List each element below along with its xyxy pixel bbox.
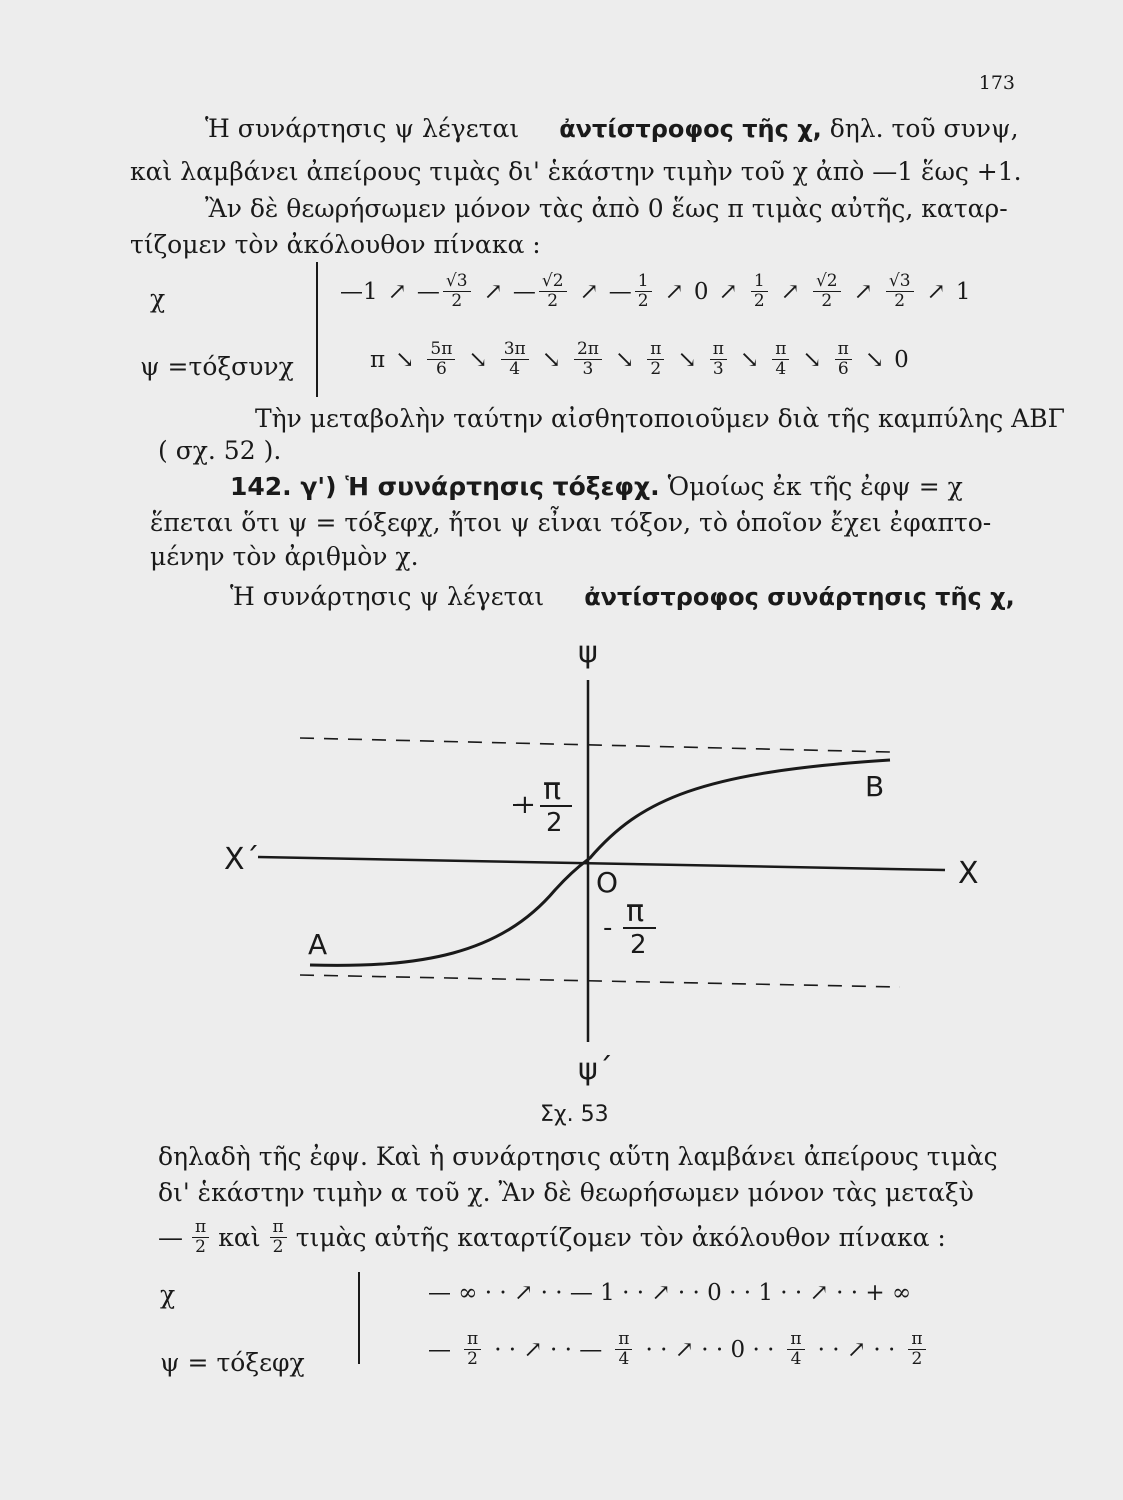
section-line3: μένην τὸν ἀριθμὸν χ. bbox=[150, 542, 419, 571]
figure-caption: Σχ. 53 bbox=[540, 1102, 609, 1127]
para2-line1: Τὴν μεταβολὴν ταύτην αἰσθητοποιοῦμεν διὰ τῆς καμπύλης ΑΒΓ bbox=[255, 404, 1065, 433]
section-line4-text: Ἡ συνάρτησις ψ λέγεται bbox=[230, 582, 545, 611]
table2-psi-text: · · ↗ · · 0 · · bbox=[645, 1336, 775, 1363]
frac-den: 4 bbox=[775, 359, 787, 379]
para1-text-b: δηλ. τοῦ συνψ, bbox=[829, 114, 1019, 143]
psi-top-label: ψ bbox=[578, 635, 598, 670]
section-line1-rest: Ὁμοίως ἐκ τῆς ἐφψ = χ bbox=[667, 472, 963, 501]
frac-den: 2 bbox=[911, 1349, 923, 1369]
frac-num: π bbox=[835, 340, 852, 360]
table2-psi-cell bbox=[494, 1337, 602, 1363]
frac-den: 6 bbox=[435, 359, 447, 379]
frac-den: 2 bbox=[637, 291, 649, 311]
table2-psi-cell bbox=[905, 1330, 928, 1369]
table1-x-text: ↗ bbox=[853, 278, 873, 305]
para3-minus: — bbox=[158, 1222, 183, 1252]
frac-num: 5π bbox=[427, 340, 455, 360]
section-heading: 142. γ') Ἡ συνάρτησις τόξεφχ. bbox=[230, 472, 660, 501]
frac-num: 1 bbox=[751, 272, 768, 292]
table2-psi-cell bbox=[784, 1330, 807, 1369]
upper-asymptote bbox=[300, 738, 890, 752]
neg-two-denominator: 2 bbox=[630, 930, 647, 960]
x-label: X bbox=[958, 856, 979, 891]
frac-den: 2 bbox=[894, 291, 906, 311]
table1-x-text: 1 bbox=[955, 278, 971, 305]
table1-x-text: ↗ bbox=[387, 278, 407, 305]
frac-den: 4 bbox=[618, 1349, 630, 1369]
frac-den: 2 bbox=[195, 1237, 206, 1257]
page-number: 173 bbox=[978, 72, 1015, 94]
table2-psi-cell bbox=[818, 1337, 896, 1363]
table2-brace bbox=[358, 1272, 360, 1364]
table2-x-label: χ bbox=[160, 1280, 176, 1309]
table1-psi-label: ψ =τόξσυνχ bbox=[140, 352, 294, 381]
section-bold-term: ἀντίστροφος συνάρτησις τῆς χ, bbox=[584, 583, 1015, 611]
table1-psi-text: ↘ bbox=[864, 346, 885, 373]
frac-num: π bbox=[647, 340, 664, 360]
table1-psi-text: ↘ bbox=[468, 346, 488, 373]
para3-line2: δι' ἑκάστην τιμὴν α τοῦ χ. Ἂν δὲ θεωρήσωμεν μόνον τὰς μεταξὺ bbox=[158, 1178, 974, 1207]
table1-x-text: ↗ bbox=[780, 278, 800, 305]
para3-frac-1 bbox=[192, 1218, 209, 1257]
para1-line2: καὶ λαμβάνει ἀπείρους τιμὰς δι' ἑκάστην τιμὴν τοῦ χ ἀπὸ —1 ἕως +1. bbox=[130, 157, 1022, 186]
table1-x-text: ↗ bbox=[926, 278, 946, 305]
table1-x-text: — bbox=[416, 278, 440, 305]
minus-sign: - bbox=[603, 913, 613, 943]
point-b-label: B bbox=[865, 770, 885, 803]
table2-x-text: — ∞ · · ↗ · · — 1 · · ↗ · · 0 · · 1 · · ↗ · · + ∞ bbox=[428, 1280, 912, 1306]
section-line2: ἕπεται ὅτι ψ = τόξεφχ, ἤτοι ψ εἶναι τόξον, τὸ ὁποῖον ἔχει ἐφαπτο- bbox=[150, 508, 992, 537]
para2-line2: ( σχ. 52 ). bbox=[158, 436, 282, 465]
table2-x-row bbox=[428, 1280, 911, 1306]
para3-line3 bbox=[158, 1218, 1038, 1257]
table1-psi-text: ↘ bbox=[614, 346, 635, 373]
table2-psi-row bbox=[428, 1330, 929, 1369]
frac-den: 2 bbox=[547, 291, 559, 311]
para1-bold-term: ἀντίστροφος τῆς χ, bbox=[559, 115, 822, 143]
frac-num: √3 bbox=[886, 272, 914, 292]
para3-kai: καὶ bbox=[218, 1222, 261, 1252]
table1-psi-text: ↘ bbox=[541, 346, 561, 373]
psi-bottom-label: ψ´ bbox=[578, 1052, 613, 1087]
plus-sign: + bbox=[514, 790, 536, 820]
frac-num: π bbox=[710, 340, 727, 360]
table2-psi-cell bbox=[428, 1337, 451, 1363]
table2-psi-cell bbox=[645, 1337, 774, 1363]
x-prime-label: X´ bbox=[224, 842, 260, 877]
frac-den: 2 bbox=[451, 291, 463, 311]
table1-x-text: ↗ bbox=[664, 278, 684, 305]
table2-x-cell bbox=[428, 1280, 911, 1306]
table2-psi-fraction bbox=[908, 1330, 925, 1369]
table2-psi-text: · · ↗ · · — bbox=[494, 1336, 603, 1363]
table1-x-text: — bbox=[512, 278, 536, 305]
neg-pi-numerator: π bbox=[626, 894, 645, 929]
table2-psi-fraction bbox=[615, 1330, 632, 1369]
table2-psi-label: ψ = τόξεφχ bbox=[160, 1348, 305, 1377]
frac-den: 4 bbox=[509, 359, 521, 379]
frac-num: √2 bbox=[813, 272, 841, 292]
frac-den: 2 bbox=[467, 1349, 478, 1369]
frac-den: 3 bbox=[582, 359, 594, 379]
frac-num: π bbox=[464, 1330, 481, 1350]
frac-den: 2 bbox=[650, 359, 662, 379]
frac-num: π bbox=[908, 1330, 925, 1350]
table1-psi-text: π bbox=[370, 346, 386, 373]
table1-x-text: ↗ bbox=[483, 278, 503, 305]
frac-num: √3 bbox=[443, 272, 471, 292]
table1-psi-text: ↘ bbox=[802, 346, 822, 373]
frac-num: π bbox=[772, 340, 789, 360]
table1-psi-text: 0 bbox=[894, 346, 909, 373]
frac-num: 1 bbox=[635, 272, 652, 292]
frac-num: 3π bbox=[501, 340, 529, 360]
pos-two-denominator: 2 bbox=[546, 808, 563, 838]
frac-num: √2 bbox=[539, 272, 567, 292]
para3-line1: δηλαδὴ τῆς ἐφψ. Καὶ ἡ συνάρτησις αὕτη λαμβάνει ἀπείρους τιμὰς bbox=[158, 1142, 998, 1171]
point-a-label: A bbox=[308, 928, 328, 961]
table2-psi-text: · · ↗ · · bbox=[817, 1336, 896, 1363]
table1-x-text: —1 bbox=[340, 278, 378, 305]
lower-asymptote bbox=[300, 975, 900, 987]
frac-num: 2π bbox=[574, 340, 602, 360]
table1-psi-text: ↘ bbox=[739, 346, 760, 373]
origin-label: O bbox=[596, 866, 619, 899]
para1-line4: τίζομεν τὸν ἀκόλουθον πίνακα : bbox=[130, 230, 541, 259]
frac-num: π bbox=[270, 1218, 287, 1238]
para1-text-a: Ἡ συνάρτησις ψ λέγεται bbox=[205, 114, 520, 143]
table1-x-text: — bbox=[608, 278, 632, 305]
table2-psi-text: — bbox=[428, 1336, 451, 1363]
table1-psi-text: ↘ bbox=[395, 346, 415, 373]
table1-x-text: ↗ bbox=[579, 278, 599, 305]
frac-num: π bbox=[192, 1218, 209, 1238]
frac-num: π bbox=[787, 1330, 804, 1350]
para3-rest: τιμὰς αὐτῆς καταρτίζομεν τὸν ἀκόλουθον πίνακα : bbox=[295, 1222, 946, 1252]
table1-x-text: ↗ bbox=[718, 278, 738, 305]
frac-den: 4 bbox=[790, 1349, 802, 1369]
frac-den: 3 bbox=[712, 359, 724, 379]
frac-den: 2 bbox=[272, 1237, 284, 1257]
para1-line3: Ἂν δὲ θεωρήσωμεν μόνον τὰς ἀπὸ 0 ἕως π τιμὰς αὐτῆς, καταρ- bbox=[205, 194, 1008, 223]
table2-psi-cell bbox=[461, 1330, 484, 1369]
para3-frac-2 bbox=[270, 1218, 287, 1257]
table2-psi-fraction bbox=[464, 1330, 481, 1369]
pos-pi-numerator: π bbox=[543, 772, 562, 807]
frac-den: 2 bbox=[753, 291, 765, 311]
frac-num: π bbox=[615, 1330, 632, 1350]
table1-x-text: 0 bbox=[693, 278, 709, 305]
frac-den: 6 bbox=[837, 359, 849, 379]
table1-psi-text: ↘ bbox=[677, 346, 697, 373]
table1-x-label: χ bbox=[150, 284, 166, 313]
table2-psi-cell bbox=[612, 1330, 635, 1369]
table2-psi-fraction bbox=[787, 1330, 804, 1369]
frac-den: 2 bbox=[821, 291, 833, 311]
